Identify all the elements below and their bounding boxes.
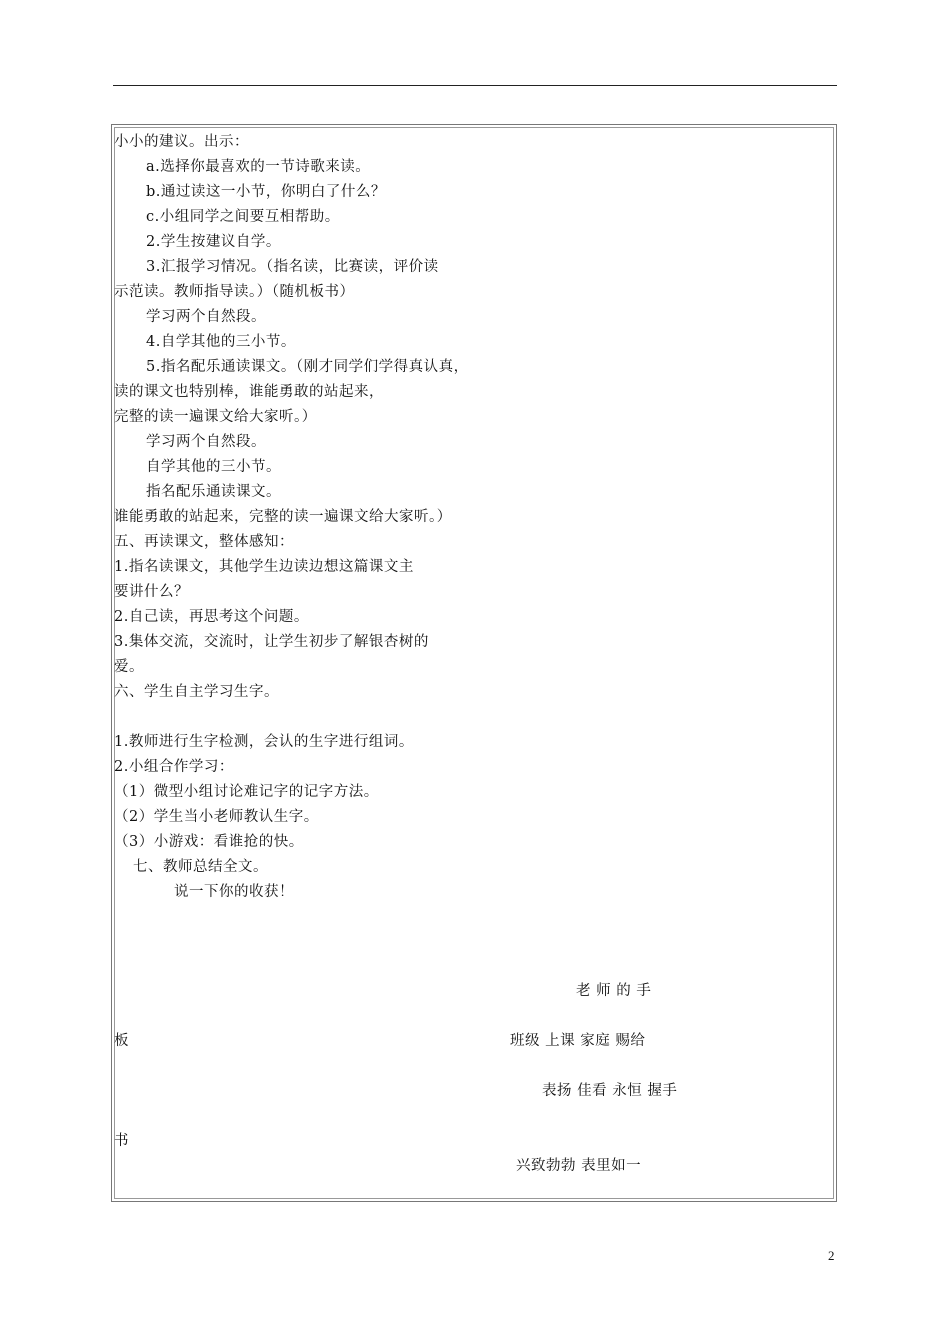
board-label: 板 <box>114 1033 129 1049</box>
header-rule <box>113 85 837 86</box>
text-line: （2）学生当小老师教认生字。 <box>114 809 319 825</box>
text-line: 学习两个自然段。 <box>146 434 266 450</box>
text-line: 自学其他的三小节。 <box>146 459 281 475</box>
page-number: 2 <box>828 1248 835 1263</box>
text-line: 学习两个自然段。 <box>146 309 266 325</box>
text-line: 小小的建议。出示： <box>114 134 249 150</box>
text-line: 4.自学其他的三小节。 <box>146 334 296 350</box>
section-heading: 六、学生自主学习生字。 <box>114 684 279 700</box>
section-heading: 五、再读课文，整体感知： <box>114 534 294 550</box>
text-line: 2.自己读，再思考这个问题。 <box>114 609 309 625</box>
text-line: 指名配乐通读课文。 <box>146 484 281 500</box>
text-line: （1）微型小组讨论难记字的记字方法。 <box>114 784 379 800</box>
section-heading: 七、教师总结全文。 <box>133 859 268 875</box>
text-line: 完整的读一遍课文给大家听。） <box>114 409 317 425</box>
text-line: 爱。 <box>114 659 144 675</box>
text-line: a.选择你最喜欢的一节诗歌来读。 <box>146 159 371 175</box>
text-line: 1.教师进行生字检测，会认的生字进行组词。 <box>114 734 414 750</box>
text-line: 说一下你的收获！ <box>174 884 294 900</box>
text-line: 谁能勇敢的站起来，完整的读一遍课文给大家听。） <box>114 509 452 525</box>
text-line: 示范读。教师指导读。）（随机板书） <box>114 284 355 300</box>
board-line: 班级 上课 家庭 赐给 <box>510 1033 646 1049</box>
text-line: 2.小组合作学习： <box>114 759 234 775</box>
text-line: 2.学生按建议自学。 <box>146 234 281 250</box>
text-line: 5.指名配乐通读课文。（刚才同学们学得真认真， <box>146 359 469 375</box>
text-line: （3）小游戏：看谁抢的快。 <box>114 834 304 850</box>
text-line: 1.指名读课文，其他学生边读边想这篇课文主 <box>114 559 414 575</box>
text-line: 3.汇报学习情况。（指名读，比赛读，评价读 <box>146 259 439 275</box>
board-line: 表扬 佳看 永恒 握手 <box>542 1083 678 1099</box>
text-line: c.小组同学之间要互相帮助。 <box>146 209 340 225</box>
board-label: 书 <box>114 1133 129 1149</box>
board-line: 老 师 的 手 <box>576 983 652 999</box>
text-line: 3.集体交流，交流时，让学生初步了解银杏树的 <box>114 634 429 650</box>
text-line: 要讲什么？ <box>114 584 189 600</box>
board-line: 兴致勃勃 表里如一 <box>516 1158 642 1174</box>
text-line: 读的课文也特别棒，谁能勇敢的站起来， <box>114 384 384 400</box>
text-line: b.通过读这一小节，你明白了什么？ <box>146 184 386 200</box>
